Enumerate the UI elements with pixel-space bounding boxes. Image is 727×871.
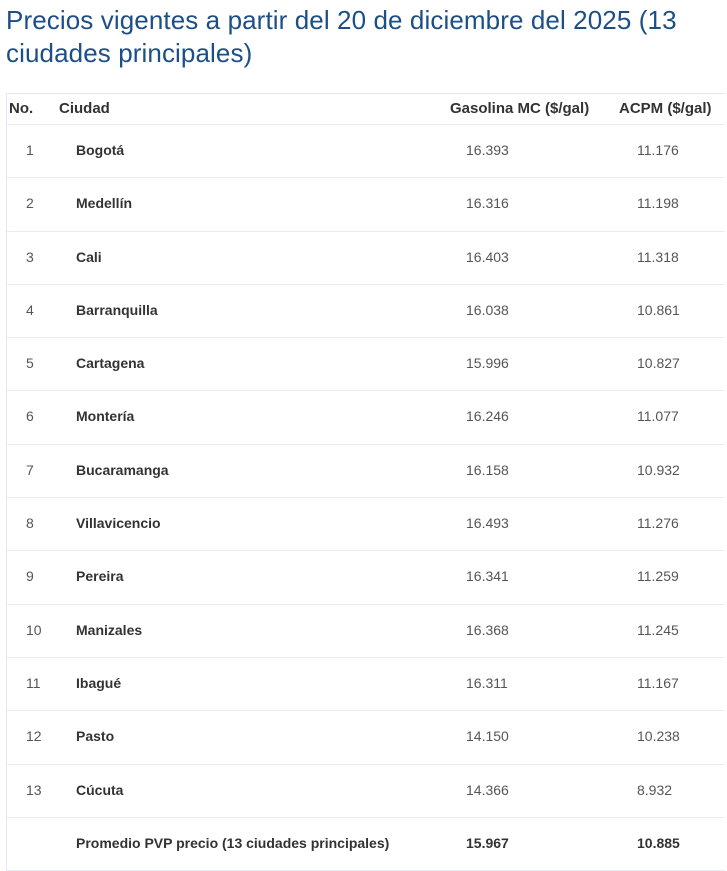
gasoline-price: 14.150 — [466, 728, 509, 745]
acpm-price: 11.318 — [637, 248, 679, 265]
table-row — [7, 605, 725, 658]
row-number: 10 — [26, 621, 42, 638]
acpm-price: 8.932 — [637, 781, 673, 798]
city-name: Ibagué — [76, 674, 122, 691]
average-label: Promedio PVP precio (13 ciudades principales) — [76, 834, 390, 851]
gasoline-price: 16.246 — [466, 408, 509, 425]
table-row — [7, 498, 725, 551]
acpm-price: 11.276 — [637, 515, 679, 532]
city-name: Manizales — [76, 621, 143, 638]
table-row — [7, 391, 725, 444]
gasoline-price: 16.403 — [466, 248, 509, 265]
table-body — [7, 125, 725, 818]
gasoline-price: 16.341 — [466, 568, 509, 585]
average-acpm: 10.885 — [637, 834, 680, 851]
acpm-price: 10.238 — [637, 728, 680, 745]
table-row — [7, 765, 725, 818]
table-row — [7, 551, 725, 604]
acpm-price: 11.198 — [637, 195, 679, 212]
row-number: 6 — [26, 408, 34, 425]
row-number: 1 — [26, 142, 34, 158]
row-number: 2 — [26, 195, 34, 212]
city-name: Pereira — [76, 568, 124, 585]
header-gasoline: Gasolina MC ($/gal) — [450, 100, 590, 117]
prices-table — [6, 93, 725, 871]
city-name: Villavicencio — [76, 515, 161, 532]
average-gasoline: 15.967 — [466, 834, 509, 851]
table-row — [7, 658, 725, 711]
gasoline-price: 14.366 — [466, 781, 509, 798]
city-name: Cartagena — [76, 355, 145, 372]
city-name: Pasto — [76, 728, 115, 745]
acpm-price: 11.176 — [637, 142, 679, 158]
table-row — [7, 285, 725, 338]
table-row — [7, 125, 725, 178]
row-number: 7 — [26, 461, 34, 478]
acpm-price: 11.259 — [637, 568, 679, 585]
table-row-average — [7, 818, 725, 871]
gasoline-price: 15.996 — [466, 355, 509, 372]
city-name: Bogotá — [76, 142, 125, 158]
row-number: 4 — [26, 301, 34, 318]
city-name: Montería — [76, 408, 135, 425]
acpm-price: 11.245 — [637, 621, 679, 638]
gasoline-price: 16.038 — [466, 301, 509, 318]
row-number: 11 — [26, 674, 41, 691]
row-number: 13 — [26, 781, 42, 798]
acpm-price: 10.827 — [637, 355, 680, 372]
gasoline-price: 16.493 — [466, 515, 509, 532]
header-city: Ciudad — [59, 100, 110, 117]
row-number: 3 — [26, 248, 34, 265]
gasoline-price: 16.158 — [466, 461, 509, 478]
city-name: Cúcuta — [76, 781, 124, 798]
acpm-price: 11.077 — [637, 408, 679, 425]
header-acpm: ACPM ($/gal) — [619, 100, 712, 117]
city-name: Barranquilla — [76, 301, 158, 318]
gasoline-price: 16.316 — [466, 195, 509, 212]
page-title: Precios vigentes a partir del 20 de diciembre del 2025 (13 ciudades principales) — [6, 5, 677, 68]
table-row — [7, 711, 725, 764]
row-number: 9 — [26, 568, 34, 585]
city-name: Bucaramanga — [76, 461, 169, 478]
city-name: Medellín — [76, 195, 133, 212]
gasoline-price: 16.368 — [466, 621, 509, 638]
acpm-price: 10.861 — [637, 301, 680, 318]
gasoline-price: 16.393 — [466, 142, 509, 158]
table-header — [7, 94, 725, 125]
table-row — [7, 232, 725, 285]
gasoline-price: 16.311 — [466, 674, 508, 691]
header-no: No. — [9, 100, 34, 117]
row-number: 12 — [26, 728, 42, 745]
acpm-price: 11.167 — [637, 674, 679, 691]
city-name: Cali — [76, 248, 102, 265]
row-number: 5 — [26, 355, 34, 372]
table-row — [7, 338, 725, 391]
table-row — [7, 178, 725, 231]
acpm-price: 10.932 — [637, 461, 680, 478]
table-row — [7, 445, 725, 498]
row-number: 8 — [26, 515, 34, 532]
